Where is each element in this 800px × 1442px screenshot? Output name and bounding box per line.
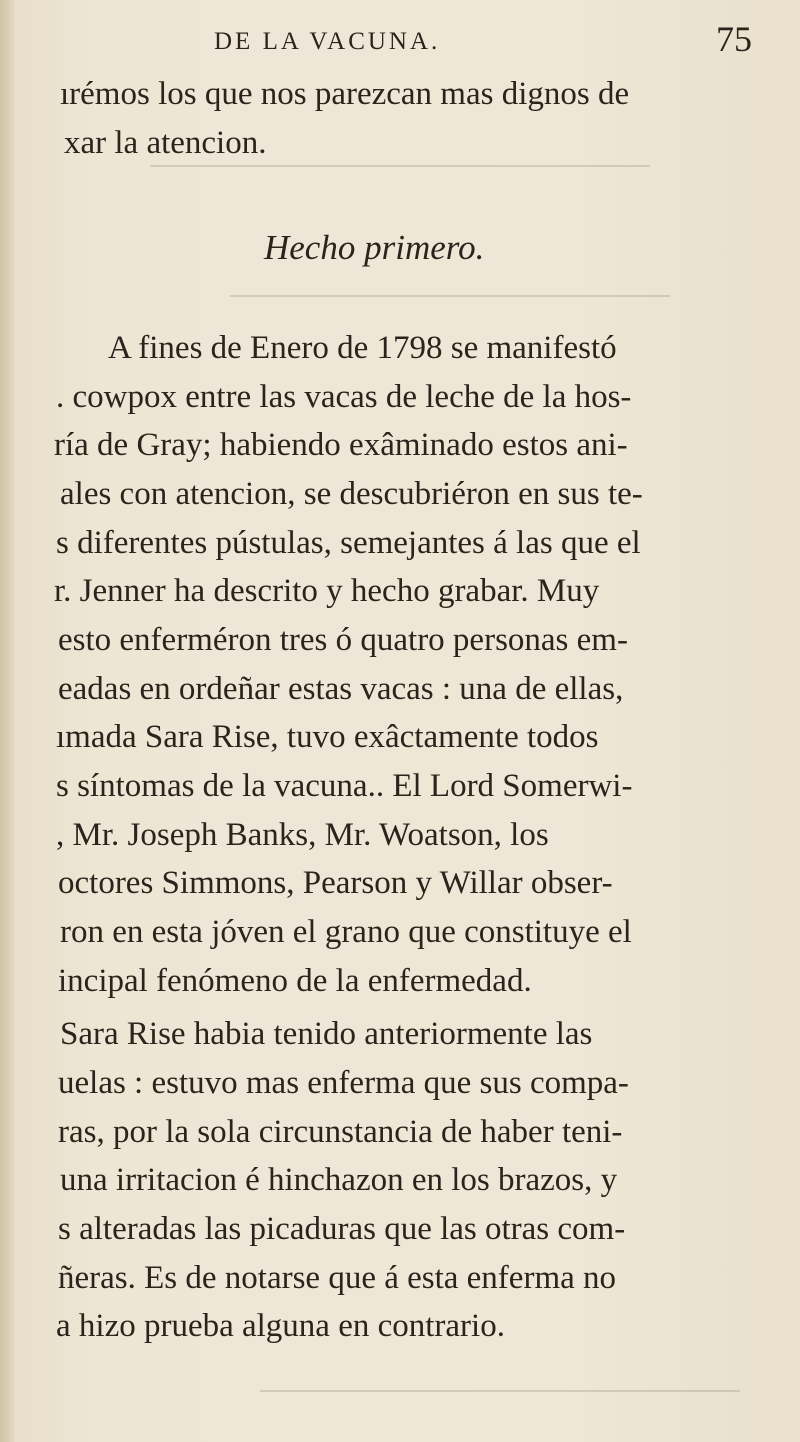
- text-line: ımada Sara Rise, tuvo exâctamente todos: [56, 719, 599, 755]
- text-line: s alteradas las picaduras que las otras com-: [58, 1211, 626, 1247]
- text-line: ñeras. Es de notarse que á esta enferma no: [58, 1260, 617, 1296]
- page-number: 75: [716, 19, 752, 59]
- text-line: Sara Rise habia tenido anteriormente las: [60, 1016, 593, 1052]
- text-line: a hizo prueba alguna en contrario.: [56, 1308, 505, 1344]
- paper-speckle: [150, 165, 650, 167]
- text-line: uelas : estuvo mas enferma que sus compa-: [58, 1065, 629, 1101]
- text-line: ırémos los que nos parezcan mas dignos de: [60, 76, 630, 112]
- text-line: ales con atencion, se descubriéron en sus te-: [60, 476, 643, 512]
- section-heading: Hecho primero.: [264, 228, 485, 267]
- text-line: eadas en ordeñar estas vacas : una de ellas,: [58, 671, 624, 707]
- text-line: ron en esta jóven el grano que constituye el: [60, 914, 632, 950]
- text-line: incipal fenómeno de la enfermedad.: [58, 963, 532, 999]
- text-line: r. Jenner ha descrito y hecho grabar. Muy: [54, 573, 600, 609]
- text-line: una irritacion é hinchazon en los brazos, y: [60, 1162, 618, 1198]
- text-line: octores Simmons, Pearson y Willar obser-: [58, 865, 613, 901]
- running-head: DE LA VACUNA.: [214, 28, 441, 55]
- page-header: [0, 18, 800, 62]
- text-line: xar la atencion.: [64, 125, 267, 161]
- text-line: , Mr. Joseph Banks, Mr. Woatson, los: [56, 817, 549, 853]
- text-line: ría de Gray; habiendo exâminado estos ani-: [54, 427, 628, 463]
- text-line: esto enferméron tres ó quatro personas em-: [58, 622, 628, 658]
- text-line: s síntomas de la vacuna.. El Lord Somerwi-: [56, 768, 633, 804]
- text-line: s diferentes pústulas, semejantes á las que el: [56, 525, 641, 561]
- text-line: . cowpox entre las vacas de leche de la hos-: [56, 379, 632, 415]
- paper-speckle: [260, 1390, 740, 1392]
- text-line: ras, por la sola circunstancia de haber teni-: [58, 1114, 623, 1150]
- paper-speckle: [230, 295, 670, 297]
- text-line: A fines de Enero de 1798 se manifestó: [108, 330, 617, 366]
